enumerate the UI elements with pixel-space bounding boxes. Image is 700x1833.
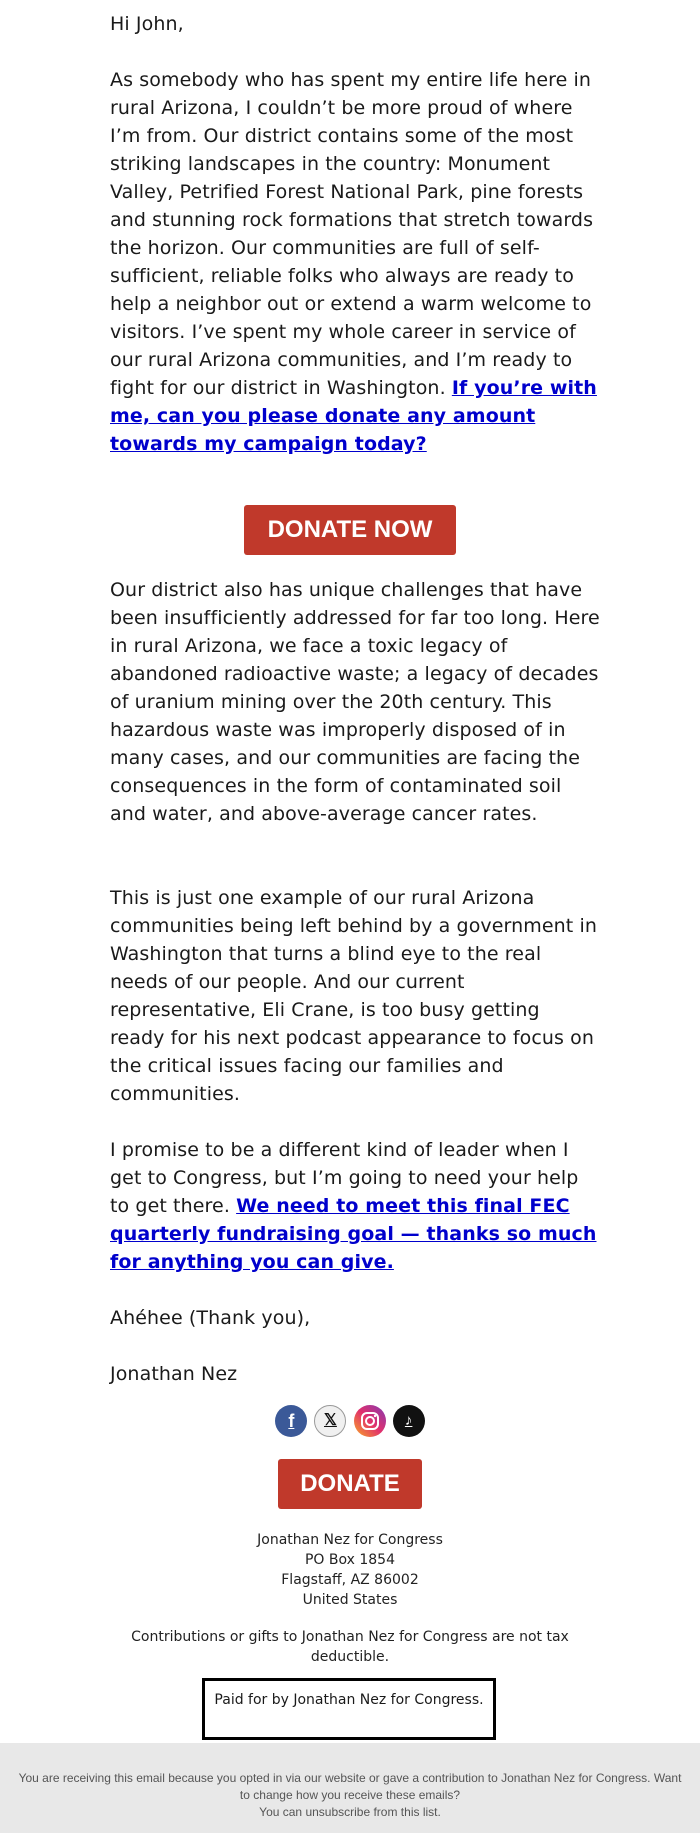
x-icon[interactable]: 𝕏 xyxy=(314,1405,346,1437)
paragraph-promise-text: I promise to be a different kind of leader when I get to Congress, but I’m going to need your help to get there. xyxy=(110,1139,579,1217)
signature: Jonathan Nez xyxy=(110,1363,238,1385)
paragraph-intro xyxy=(110,66,600,458)
donate-wrap xyxy=(0,1459,700,1509)
tax-disclaimer: Contributions or gifts to Jonathan Nez for Congress are not tax deductible. xyxy=(131,1629,569,1665)
social-links xyxy=(0,1405,700,1437)
footer-bar xyxy=(0,1743,700,1833)
thanks-line: Ahéhee (Thank you), xyxy=(110,1307,311,1329)
donate-button[interactable]: DONATE xyxy=(278,1459,422,1509)
address-org: Jonathan Nez for Congress xyxy=(257,1532,443,1548)
fundraising-goal-link[interactable]: We need to meet this final FEC quarterly fundraising goal — thanks so much for anything you can give. xyxy=(110,1195,597,1273)
donate-now-button[interactable]: DONATE NOW xyxy=(244,505,456,555)
paid-for-box: Paid for by Jonathan Nez for Congress. xyxy=(202,1678,496,1740)
greeting: Hi John, xyxy=(110,13,184,35)
footer-optin-text: You are receiving this email because you opted in via our website or gave a contribution to Jonathan Nez for Congress. Want to change how you receive these emails? xyxy=(18,1771,682,1802)
address-country: United States xyxy=(302,1592,398,1608)
paragraph-left-behind: This is just one example of our rural Arizona communities being left behind by a government in Washington that turns a blind eye to the real needs of our people. And our current representative, Eli Crane, is too busy getting ready for his next podcast appearance to focus on the critical issues facing our families and communities. xyxy=(110,887,598,1105)
unsubscribe-link[interactable]: You can unsubscribe from this list. xyxy=(259,1805,441,1819)
tiktok-icon[interactable]: ♪ xyxy=(393,1405,425,1437)
address-line2: Flagstaff, AZ 86002 xyxy=(281,1572,419,1588)
address-line1: PO Box 1854 xyxy=(304,1552,395,1568)
paragraph-intro-text: As somebody who has spent my entire life here in rural Arizona, I couldn’t be more proud of where I’m from. Our district contains some of the most striking landscapes in the country: Monument Valley, Petrified Forest National Park, pine forests and stunning rock formations that stretch towards the horizon. Our communities are full of self-sufficient, reliable folks who always are ready to help a neighbor out or extend a warm welcome to visitors. I’ve spent my whole career in service of our rural Arizona communities, and I’m ready to fight for our district in Washington. xyxy=(110,69,594,399)
paragraph-challenges: Our district also has unique challenges that have been insufficiently addressed for far too long. Here in rural Arizona, we face a toxic legacy of abandoned radioactive waste; a legacy of decades of uranium mining over the 20th century. This hazardous waste was improperly disposed of in many cases, and our communities are facing the consequences in the form of contaminated soil and water, and above-average cancer rates. xyxy=(110,579,600,825)
donate-ask-link[interactable]: If you’re with me, can you please donate any amount towards my campaign today? xyxy=(110,377,597,455)
instagram-icon[interactable] xyxy=(354,1405,386,1437)
paragraph-promise xyxy=(110,1136,600,1276)
mailing-address xyxy=(0,1530,700,1610)
donate-now-wrap xyxy=(0,505,700,555)
facebook-icon[interactable]: f xyxy=(275,1405,307,1437)
